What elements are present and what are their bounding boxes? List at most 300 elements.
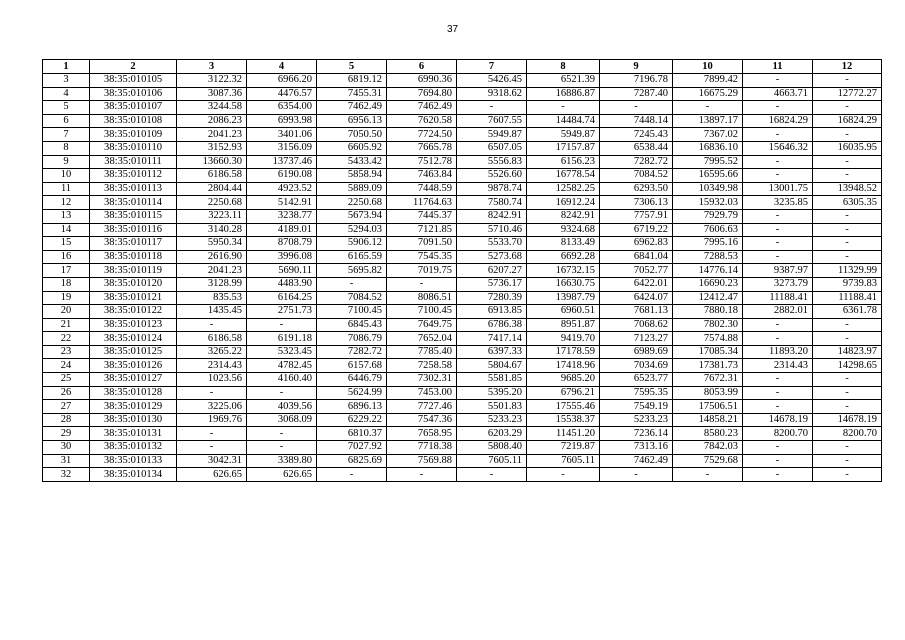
value-cell: 835.53 [177, 291, 247, 305]
value-cell: 7549.19 [600, 400, 673, 414]
row-number-cell: 6 [43, 114, 90, 128]
value-cell: 17418.96 [527, 359, 600, 373]
value-cell: 15932.03 [673, 196, 743, 210]
value-cell: 3401.06 [247, 128, 317, 142]
value-cell: - [247, 427, 317, 441]
value-cell: 7068.62 [600, 318, 673, 332]
value-cell: 16886.87 [527, 87, 600, 101]
value-cell: 626.65 [177, 468, 247, 482]
value-cell: - [673, 101, 743, 115]
value-cell: - [600, 468, 673, 482]
cadastral-number-cell: 38:35:010109 [90, 128, 177, 142]
table-row [43, 291, 882, 305]
column-header: 12 [813, 60, 882, 74]
cadastral-number-cell: 38:35:010127 [90, 373, 177, 387]
row-number-cell: 19 [43, 291, 90, 305]
value-cell: 5949.87 [457, 128, 527, 142]
value-cell: 6993.98 [247, 114, 317, 128]
value-cell: - [743, 454, 813, 468]
value-cell: 8242.91 [457, 209, 527, 223]
value-cell: 16630.75 [527, 277, 600, 291]
value-cell: 13001.75 [743, 182, 813, 196]
value-cell: 7757.91 [600, 209, 673, 223]
table-row [43, 250, 882, 264]
value-cell: 6305.35 [813, 196, 882, 210]
value-cell: - [247, 441, 317, 455]
value-cell: 7453.00 [387, 386, 457, 400]
value-cell: 6960.51 [527, 305, 600, 319]
value-cell: 3265.22 [177, 345, 247, 359]
value-cell: 13987.79 [527, 291, 600, 305]
value-cell: 2250.68 [317, 196, 387, 210]
value-cell: 7929.79 [673, 209, 743, 223]
value-cell: - [177, 427, 247, 441]
value-cell: 7606.63 [673, 223, 743, 237]
value-cell: - [177, 441, 247, 455]
value-cell: 14484.74 [527, 114, 600, 128]
value-cell: - [813, 332, 882, 346]
value-cell: 7367.02 [673, 128, 743, 142]
value-cell: 11451.20 [527, 427, 600, 441]
cadastral-number-cell: 38:35:010131 [90, 427, 177, 441]
value-cell: 7665.78 [387, 141, 457, 155]
column-header: 10 [673, 60, 743, 74]
value-cell: 6361.78 [813, 305, 882, 319]
value-cell: 7219.87 [527, 441, 600, 455]
value-cell: 11764.63 [387, 196, 457, 210]
value-cell: 6786.38 [457, 318, 527, 332]
value-cell: - [743, 386, 813, 400]
value-cell: 7652.04 [387, 332, 457, 346]
value-cell: - [743, 441, 813, 455]
value-cell: - [743, 332, 813, 346]
value-cell: 7512.78 [387, 155, 457, 169]
value-cell: 6446.79 [317, 373, 387, 387]
value-cell: 8580.23 [673, 427, 743, 441]
value-cell: 2314.43 [177, 359, 247, 373]
value-cell: - [813, 441, 882, 455]
value-cell: 3087.36 [177, 87, 247, 101]
cadastral-number-cell: 38:35:010108 [90, 114, 177, 128]
table-row [43, 101, 882, 115]
value-cell: 7785.40 [387, 345, 457, 359]
value-cell: 5233.23 [457, 413, 527, 427]
row-number-cell: 5 [43, 101, 90, 115]
cadastral-number-cell: 38:35:010112 [90, 169, 177, 183]
column-header: 4 [247, 60, 317, 74]
row-number-cell: 11 [43, 182, 90, 196]
value-cell: 7258.58 [387, 359, 457, 373]
cadastral-number-cell: 38:35:010129 [90, 400, 177, 414]
value-cell: 16824.29 [743, 114, 813, 128]
value-cell: - [457, 468, 527, 482]
value-cell: 17178.59 [527, 345, 600, 359]
value-cell: 12412.47 [673, 291, 743, 305]
value-cell: 5736.17 [457, 277, 527, 291]
value-cell: 8200.70 [743, 427, 813, 441]
value-cell: 6521.39 [527, 74, 600, 88]
value-cell: 5906.12 [317, 237, 387, 251]
value-cell: 7802.30 [673, 318, 743, 332]
value-cell: 7100.45 [317, 305, 387, 319]
value-cell: 16035.95 [813, 141, 882, 155]
value-cell: 6229.22 [317, 413, 387, 427]
table-row [43, 277, 882, 291]
value-cell: 7718.38 [387, 441, 457, 455]
value-cell: 7724.50 [387, 128, 457, 142]
value-cell: 6397.33 [457, 345, 527, 359]
cadastral-number-cell: 38:35:010107 [90, 101, 177, 115]
value-cell: 6191.18 [247, 332, 317, 346]
value-cell: 5673.94 [317, 209, 387, 223]
value-cell: - [813, 169, 882, 183]
value-cell: 7121.85 [387, 223, 457, 237]
value-cell: 6719.22 [600, 223, 673, 237]
value-cell: 5294.03 [317, 223, 387, 237]
table-row [43, 209, 882, 223]
value-cell: - [743, 237, 813, 251]
table-row [43, 345, 882, 359]
value-cell: 7463.84 [387, 169, 457, 183]
value-cell: 3068.09 [247, 413, 317, 427]
value-cell: 6422.01 [600, 277, 673, 291]
value-cell: - [527, 468, 600, 482]
value-cell: 8086.51 [387, 291, 457, 305]
value-cell: 6203.29 [457, 427, 527, 441]
value-cell: 7084.52 [600, 169, 673, 183]
value-cell: 7607.55 [457, 114, 527, 128]
value-cell: 7236.14 [600, 427, 673, 441]
value-cell: 6841.04 [600, 250, 673, 264]
value-cell: 3152.93 [177, 141, 247, 155]
table-row [43, 74, 882, 88]
value-cell: 4663.71 [743, 87, 813, 101]
value-cell: 7605.11 [457, 454, 527, 468]
value-cell: 5533.70 [457, 237, 527, 251]
value-cell: - [813, 454, 882, 468]
value-cell: 9685.20 [527, 373, 600, 387]
row-number-cell: 32 [43, 468, 90, 482]
value-cell: 7448.59 [387, 182, 457, 196]
value-cell: 6956.13 [317, 114, 387, 128]
value-cell: - [813, 101, 882, 115]
cadastral-number-cell: 38:35:010110 [90, 141, 177, 155]
value-cell: 6207.27 [457, 264, 527, 278]
value-cell: 6989.69 [600, 345, 673, 359]
value-cell: 1435.45 [177, 305, 247, 319]
value-cell: 6354.00 [247, 101, 317, 115]
value-cell: 6186.58 [177, 332, 247, 346]
table-row [43, 223, 882, 237]
value-cell: - [813, 209, 882, 223]
value-cell: 6424.07 [600, 291, 673, 305]
value-cell: 8242.91 [527, 209, 600, 223]
row-number-cell: 13 [43, 209, 90, 223]
value-cell: 2086.23 [177, 114, 247, 128]
value-cell: 3225.06 [177, 400, 247, 414]
value-cell: 7050.50 [317, 128, 387, 142]
value-cell: 7196.78 [600, 74, 673, 88]
value-cell: 3389.80 [247, 454, 317, 468]
value-cell: - [813, 155, 882, 169]
value-cell: 14678.19 [743, 413, 813, 427]
value-cell: 7417.14 [457, 332, 527, 346]
table-row [43, 441, 882, 455]
value-cell: 7547.36 [387, 413, 457, 427]
cadastral-number-cell: 38:35:010121 [90, 291, 177, 305]
value-cell: 7462.49 [317, 101, 387, 115]
table-row [43, 182, 882, 196]
value-cell: 5273.68 [457, 250, 527, 264]
value-cell: 4923.52 [247, 182, 317, 196]
value-cell: 14776.14 [673, 264, 743, 278]
value-cell: 5949.87 [527, 128, 600, 142]
table-body [43, 74, 882, 482]
cadastral-number-cell: 38:35:010122 [90, 305, 177, 319]
value-cell: - [247, 318, 317, 332]
value-cell: 3244.58 [177, 101, 247, 115]
cadastral-number-cell: 38:35:010120 [90, 277, 177, 291]
value-cell: 16912.24 [527, 196, 600, 210]
cadastral-number-cell: 38:35:010133 [90, 454, 177, 468]
value-cell: 7545.35 [387, 250, 457, 264]
value-cell: 7605.11 [527, 454, 600, 468]
row-number-cell: 15 [43, 237, 90, 251]
row-number-cell: 25 [43, 373, 90, 387]
value-cell: 5581.85 [457, 373, 527, 387]
row-number-cell: 10 [43, 169, 90, 183]
table-header-row [43, 60, 882, 74]
value-cell: - [247, 386, 317, 400]
value-cell: 12582.25 [527, 182, 600, 196]
table-row [43, 141, 882, 155]
value-cell: 8133.49 [527, 237, 600, 251]
table-row [43, 454, 882, 468]
value-cell: 7445.37 [387, 209, 457, 223]
row-number-cell: 26 [43, 386, 90, 400]
table-row [43, 468, 882, 482]
cadastral-number-cell: 38:35:010119 [90, 264, 177, 278]
value-cell: 7282.72 [600, 155, 673, 169]
value-cell: 17381.73 [673, 359, 743, 373]
cadastral-number-cell: 38:35:010128 [90, 386, 177, 400]
value-cell: 7306.13 [600, 196, 673, 210]
value-cell: - [743, 468, 813, 482]
value-cell: - [813, 237, 882, 251]
value-cell: 3128.99 [177, 277, 247, 291]
value-cell: 3273.79 [743, 277, 813, 291]
row-number-cell: 12 [43, 196, 90, 210]
value-cell: - [743, 209, 813, 223]
value-cell: 11893.20 [743, 345, 813, 359]
value-cell: 6913.85 [457, 305, 527, 319]
value-cell: 2616.90 [177, 250, 247, 264]
value-cell: 6896.13 [317, 400, 387, 414]
value-cell: 6507.05 [457, 141, 527, 155]
value-cell: 7727.46 [387, 400, 457, 414]
value-cell: 7595.35 [600, 386, 673, 400]
cadastral-number-cell: 38:35:010116 [90, 223, 177, 237]
value-cell: 6293.50 [600, 182, 673, 196]
value-cell: 1023.56 [177, 373, 247, 387]
value-cell: 16778.54 [527, 169, 600, 183]
value-cell: 8200.70 [813, 427, 882, 441]
value-cell: 7313.16 [600, 441, 673, 455]
value-cell: - [600, 101, 673, 115]
column-header: 1 [43, 60, 90, 74]
value-cell: 5695.82 [317, 264, 387, 278]
value-cell: 7574.88 [673, 332, 743, 346]
cadastral-number-cell: 38:35:010106 [90, 87, 177, 101]
value-cell: 15646.32 [743, 141, 813, 155]
value-cell: 5804.67 [457, 359, 527, 373]
column-header: 5 [317, 60, 387, 74]
value-cell: - [457, 101, 527, 115]
value-cell: 2314.43 [743, 359, 813, 373]
column-header: 7 [457, 60, 527, 74]
value-cell: - [743, 223, 813, 237]
cadastral-number-cell: 38:35:010125 [90, 345, 177, 359]
value-cell: 6186.58 [177, 169, 247, 183]
value-cell: 2882.01 [743, 305, 813, 319]
value-cell: 8951.87 [527, 318, 600, 332]
value-cell: 8053.99 [673, 386, 743, 400]
row-number-cell: 24 [43, 359, 90, 373]
value-cell: - [743, 400, 813, 414]
value-cell: 7529.68 [673, 454, 743, 468]
value-cell: 7084.52 [317, 291, 387, 305]
value-cell: 6156.23 [527, 155, 600, 169]
table-row [43, 359, 882, 373]
value-cell: 11188.41 [813, 291, 882, 305]
value-cell: 7842.03 [673, 441, 743, 455]
value-cell: - [743, 250, 813, 264]
table-row [43, 155, 882, 169]
value-cell: 6190.08 [247, 169, 317, 183]
value-cell: 7019.75 [387, 264, 457, 278]
cadastral-number-cell: 38:35:010115 [90, 209, 177, 223]
value-cell: - [813, 373, 882, 387]
value-cell: 5950.34 [177, 237, 247, 251]
value-cell: 17506.51 [673, 400, 743, 414]
row-number-cell: 3 [43, 74, 90, 88]
value-cell: - [177, 386, 247, 400]
value-cell: 6796.21 [527, 386, 600, 400]
value-cell: 5690.11 [247, 264, 317, 278]
value-cell: 9739.83 [813, 277, 882, 291]
value-cell: 11329.99 [813, 264, 882, 278]
value-cell: - [813, 128, 882, 142]
value-cell: 6962.83 [600, 237, 673, 251]
cadastral-number-cell: 38:35:010124 [90, 332, 177, 346]
value-cell: 3223.11 [177, 209, 247, 223]
value-cell: 11188.41 [743, 291, 813, 305]
value-cell: 6692.28 [527, 250, 600, 264]
value-cell: - [743, 318, 813, 332]
value-cell: - [743, 74, 813, 88]
row-number-cell: 22 [43, 332, 90, 346]
value-cell: 4160.40 [247, 373, 317, 387]
table-row [43, 318, 882, 332]
value-cell: 16595.66 [673, 169, 743, 183]
value-cell: - [813, 74, 882, 88]
column-header: 9 [600, 60, 673, 74]
table-row [43, 427, 882, 441]
value-cell: 7245.43 [600, 128, 673, 142]
value-cell: 7569.88 [387, 454, 457, 468]
cadastral-number-cell: 38:35:010105 [90, 74, 177, 88]
value-cell: - [743, 155, 813, 169]
value-cell: 10349.98 [673, 182, 743, 196]
value-cell: 7448.14 [600, 114, 673, 128]
value-cell: 2250.68 [177, 196, 247, 210]
value-cell: - [177, 318, 247, 332]
value-cell: - [743, 101, 813, 115]
value-cell: 7672.31 [673, 373, 743, 387]
value-cell: - [317, 468, 387, 482]
value-cell: 4039.56 [247, 400, 317, 414]
value-cell: 7302.31 [387, 373, 457, 387]
value-cell: 16675.29 [673, 87, 743, 101]
value-cell: 5395.20 [457, 386, 527, 400]
cadastral-number-cell: 38:35:010111 [90, 155, 177, 169]
value-cell: 17157.87 [527, 141, 600, 155]
value-cell: - [673, 468, 743, 482]
value-cell: 5858.94 [317, 169, 387, 183]
value-cell: 7455.31 [317, 87, 387, 101]
row-number-cell: 27 [43, 400, 90, 414]
value-cell: 16824.29 [813, 114, 882, 128]
value-cell: 5142.91 [247, 196, 317, 210]
value-cell: 626.65 [247, 468, 317, 482]
row-number-cell: 28 [43, 413, 90, 427]
value-cell: 4476.57 [247, 87, 317, 101]
row-number-cell: 20 [43, 305, 90, 319]
value-cell: 9387.97 [743, 264, 813, 278]
row-number-cell: 18 [43, 277, 90, 291]
value-cell: 7658.95 [387, 427, 457, 441]
value-cell: 12772.27 [813, 87, 882, 101]
column-header: 6 [387, 60, 457, 74]
value-cell: 5710.46 [457, 223, 527, 237]
value-cell: 14858.21 [673, 413, 743, 427]
value-cell: 6523.77 [600, 373, 673, 387]
value-cell: 9318.62 [457, 87, 527, 101]
value-cell: 7649.75 [387, 318, 457, 332]
value-cell: 7100.45 [387, 305, 457, 319]
value-cell: 7880.18 [673, 305, 743, 319]
value-cell: 5889.09 [317, 182, 387, 196]
value-cell: 8708.79 [247, 237, 317, 251]
value-cell: 4782.45 [247, 359, 317, 373]
value-cell: 6990.36 [387, 74, 457, 88]
value-cell: - [743, 373, 813, 387]
value-cell: 13737.46 [247, 155, 317, 169]
data-table [42, 59, 882, 482]
table-row [43, 264, 882, 278]
value-cell: 16836.10 [673, 141, 743, 155]
value-cell: 17555.46 [527, 400, 600, 414]
value-cell: 7995.16 [673, 237, 743, 251]
value-cell: 6819.12 [317, 74, 387, 88]
value-cell: 7052.77 [600, 264, 673, 278]
value-cell: 14298.65 [813, 359, 882, 373]
column-header: 3 [177, 60, 247, 74]
value-cell: 5233.23 [600, 413, 673, 427]
value-cell: 9419.70 [527, 332, 600, 346]
row-number-cell: 8 [43, 141, 90, 155]
value-cell: 7462.49 [387, 101, 457, 115]
